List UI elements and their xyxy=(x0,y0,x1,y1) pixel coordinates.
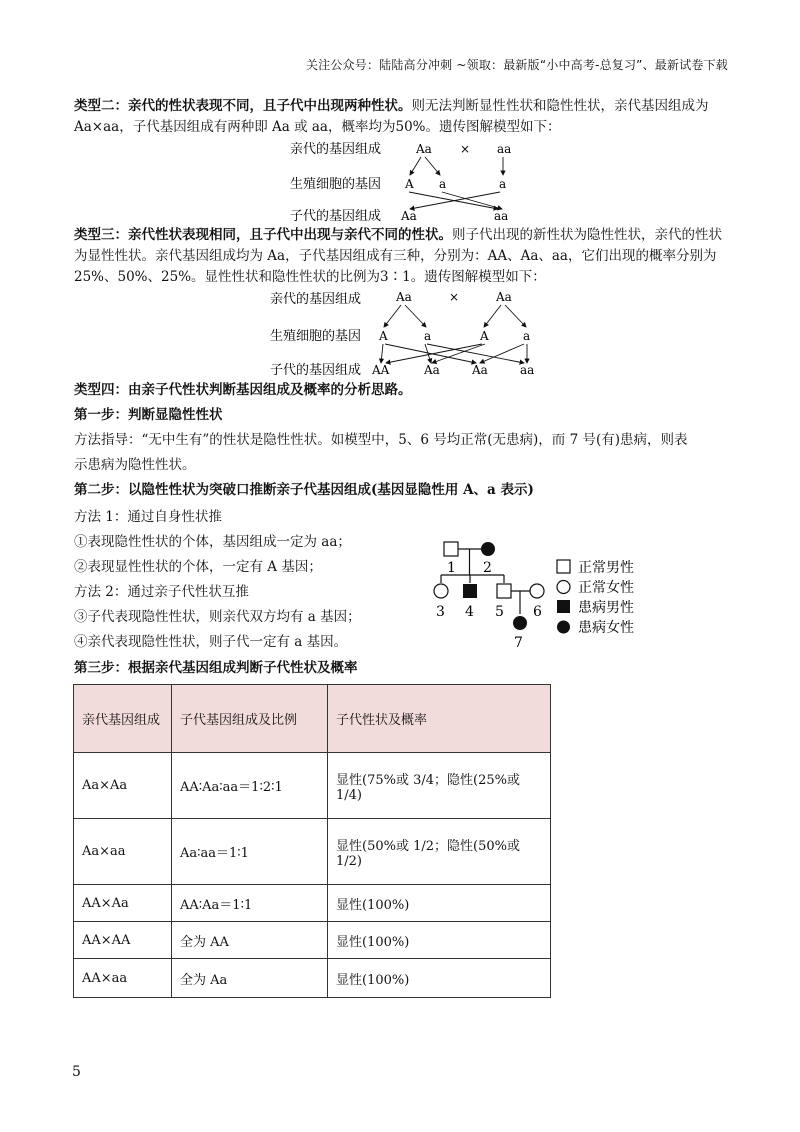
column-header-offspring-genotypes: 子代基因组成及比例 xyxy=(172,685,328,753)
type3-text: 则子代出现的新性状为隐性性状，亲代的性状为显性性状。亲代基因组成均为 Aa，子代基因组成有三种，分别为：AA、Aa、aa，它们出现的概率分别为25%、50%、25%。显性性状和隐性性状的比例为3∶1。遗传图解模型如下： xyxy=(74,227,722,285)
type4-title: 类型四：由亲子代性状判断基因组成及概率的分析思路。 xyxy=(74,382,412,398)
table-cell: Aa×Aa xyxy=(74,753,172,819)
step3-title: 第三步：根据亲代基因组成判断子代性状及概率 xyxy=(74,660,358,676)
table-row xyxy=(74,959,551,998)
female-6-normal xyxy=(530,584,544,598)
genetic-diagram-1 xyxy=(280,136,540,224)
female-2-affected xyxy=(481,542,495,556)
male-5-normal xyxy=(497,584,511,598)
male-4-affected xyxy=(463,584,477,598)
table-cell: 显性(75%或 3/4；隐性(25%或 1/4) xyxy=(328,753,551,819)
diagram1-cross-sign: × xyxy=(460,142,471,156)
legend-normal-male-icon xyxy=(557,560,570,573)
diagram2-arrows xyxy=(381,305,527,363)
pedigree-number-3: 3 xyxy=(436,604,445,620)
table-cell: AA∶Aa＝1∶1 xyxy=(172,885,328,922)
diagram1-gamete-A: A xyxy=(405,177,414,191)
table-cell: 显性(50%或 1/2；隐性(50%或 1/2) xyxy=(328,819,551,885)
diagram2-offspring-Aa2: Aa xyxy=(472,363,488,377)
diagram1-offspring-aa: aa xyxy=(494,209,509,223)
diagram2-offspring-Aa1: Aa xyxy=(424,363,440,377)
diagram2-row-label-parents: 亲代的基因组成 xyxy=(270,292,362,307)
table-cell: Aa∶aa＝1∶1 xyxy=(172,819,328,885)
diagram1-gamete-a2: a xyxy=(499,177,507,191)
page-number: 5 xyxy=(72,1064,81,1080)
diagram2-gamete-a2: a xyxy=(523,329,531,343)
diagram1-arrows xyxy=(409,157,503,209)
column-header-parents: 亲代基因组成 xyxy=(74,685,172,753)
female-3-normal xyxy=(434,584,448,598)
table-header-row xyxy=(74,685,551,753)
table-cell: 显性(100%) xyxy=(328,922,551,959)
table-cell: AA×AA xyxy=(74,922,172,959)
table-cell: 显性(100%) xyxy=(328,959,551,998)
diagram1-row-label-parents: 亲代的基因组成 xyxy=(290,142,382,157)
method-rule-3: ③子代表现隐性性状，则亲代双方均有 a 基因； xyxy=(74,609,361,625)
pedigree-number-6: 6 xyxy=(533,604,542,620)
method-2-heading: 方法 2：通过亲子代性状互推 xyxy=(74,584,249,600)
legend-normal-male: 正常男性 xyxy=(578,560,634,576)
diagram2-parent-2: Aa xyxy=(496,290,512,304)
pedigree-chart xyxy=(425,534,685,650)
female-7-affected xyxy=(513,616,527,630)
diagram2-offspring-AA: AA xyxy=(372,363,390,377)
table-row xyxy=(74,753,551,819)
diagram1-parent-1: Aa xyxy=(416,142,432,156)
table-row xyxy=(74,885,551,922)
legend-affected-male-icon xyxy=(557,600,570,613)
table-cell: 全为 AA xyxy=(172,922,328,959)
method-rule-1: ①表现隐性性状的个体，基因组成一定为 aa； xyxy=(74,534,351,550)
page-header: 关注公众号：陆陆高分冲刺 ~领取：最新版“小中高考-总复习”、最新试卷下载 xyxy=(305,58,728,72)
type2-text: 则无法判断显性性状和隐性性状，亲代基因组成为Aa×aa，子代基因组成有两种即 Aa 或 aa，概率均为50%。遗传图解模型如下： xyxy=(74,98,709,135)
legend-normal-female-icon xyxy=(557,581,570,594)
pedigree-number-5: 5 xyxy=(495,604,504,620)
table-cell: 显性(100%) xyxy=(328,885,551,922)
step1-title: 第一步：判断显隐性性状 xyxy=(74,407,223,423)
table-cell: AA×aa xyxy=(74,959,172,998)
diagram1-row-label-offspring: 子代的基因组成 xyxy=(290,209,382,224)
method-1-heading: 方法 1：通过自身性状推 xyxy=(74,509,222,525)
diagram2-row-label-offspring: 子代的基因组成 xyxy=(270,363,362,378)
table-row xyxy=(74,922,551,959)
legend-normal-female: 正常女性 xyxy=(578,580,634,596)
column-header-offspring-traits: 子代性状及概率 xyxy=(328,685,551,753)
diagram2-row-label-gametes: 生殖细胞的基因 xyxy=(270,329,362,344)
diagram2-cross-sign: × xyxy=(449,290,460,304)
method-rule-4: ④亲代表现隐性性状，则子代一定有 a 基因。 xyxy=(74,634,348,650)
legend-affected-female: 患病女性 xyxy=(578,620,634,636)
table-cell: AA∶Aa∶aa＝1∶2∶1 xyxy=(172,753,328,819)
genetic-diagram-2 xyxy=(262,286,552,380)
step1-line-1: 方法指导：“无中生有”的性状是隐性性状。如模型中，5、6 号均正常(无患病)，而 7 号(有)患病，则表 xyxy=(74,432,688,448)
legend-affected-female-icon xyxy=(557,621,570,634)
diagram2-offspring-aa: aa xyxy=(520,363,535,377)
pedigree-legend xyxy=(557,559,634,636)
pedigree-number-2: 2 xyxy=(483,560,492,576)
genotype-probability-table xyxy=(73,684,551,998)
table-row xyxy=(74,819,551,885)
type3-title: 类型三：亲代性状表现相同，且子代中出现与亲代不同的性状。 xyxy=(74,227,452,243)
table-cell: 全为 Aa xyxy=(172,959,328,998)
step2-title: 第二步：以隐性性状为突破口推断亲子代基因组成(基因显隐性用 A、a 表示) xyxy=(74,482,534,498)
table-cell: AA×Aa xyxy=(74,885,172,922)
step1-line-2: 示患病为隐性性状。 xyxy=(74,457,196,473)
pedigree-number-1: 1 xyxy=(447,560,456,576)
diagram1-parent-2: aa xyxy=(497,142,512,156)
diagram2-gamete-A1: A xyxy=(379,329,388,343)
legend-affected-male: 患病男性 xyxy=(578,600,634,616)
table-cell: Aa×aa xyxy=(74,819,172,885)
diagram1-gamete-a1: a xyxy=(439,177,447,191)
type3-paragraph xyxy=(74,225,726,288)
diagram1-row-label-gametes: 生殖细胞的基因 xyxy=(290,177,382,192)
pedigree-number-4: 4 xyxy=(465,604,474,620)
diagram2-gamete-A2: A xyxy=(480,329,489,343)
male-1-normal xyxy=(444,542,458,556)
method-rule-2: ②表现显性性状的个体，一定有 A 基因； xyxy=(74,559,322,575)
diagram1-offspring-Aa: Aa xyxy=(401,209,417,223)
type2-title: 类型二：亲代的性状表现不同，且子代中出现两种性状。 xyxy=(74,98,412,114)
pedigree-number-7: 7 xyxy=(514,635,523,650)
type2-paragraph xyxy=(74,96,726,138)
diagram2-gamete-a1: a xyxy=(424,329,432,343)
diagram2-parent-1: Aa xyxy=(396,290,412,304)
